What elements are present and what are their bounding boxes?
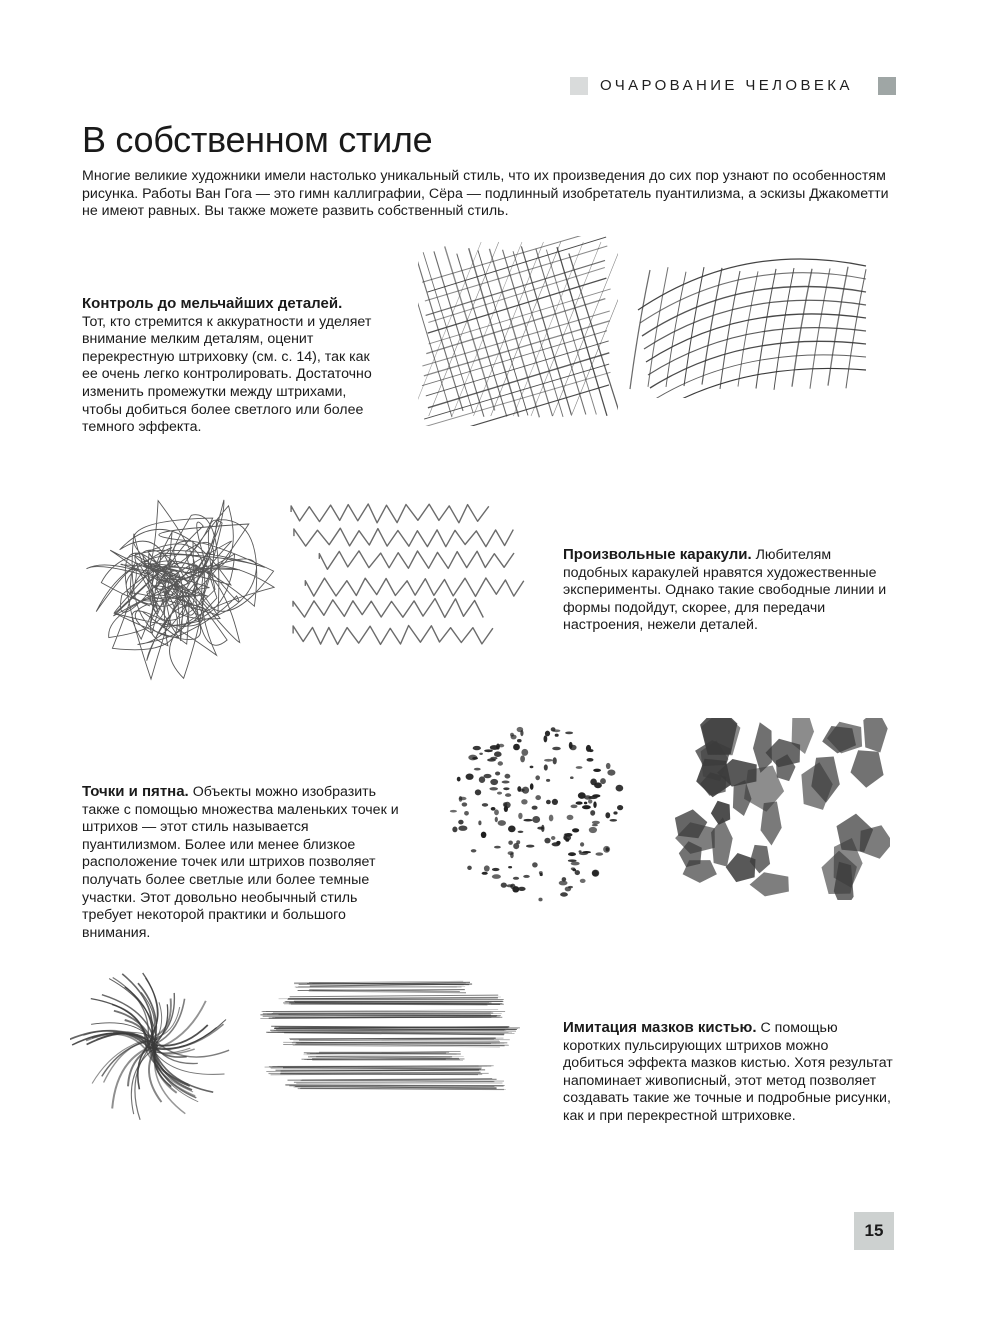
page-number: 15 xyxy=(864,1221,884,1240)
section-body: Любителям подобных каракулей нравятся художественные эксперименты. Однако такие свободные линии и формы подойдут, скорее, для передачи настроения, нежели деталей. xyxy=(563,547,887,634)
pointillism-patches-illustration xyxy=(675,718,890,900)
section-heading: Контроль до мельчайших деталей. xyxy=(82,295,343,312)
pointillism-dots-illustration xyxy=(446,712,628,910)
brush-burst-illustration xyxy=(70,962,242,1132)
section-heading: Произвольные каракули. xyxy=(563,546,752,563)
brush-bands-illustration xyxy=(252,972,537,1097)
crosshatch-square-illustration xyxy=(418,236,618,426)
header-square-light xyxy=(570,77,588,95)
page-number-box xyxy=(854,1212,894,1250)
section-body: С помощью коротких пульсирующих штрихов можно добиться эффекта мазков кистью. Хотя результат напоминает живописный, этот метод позволяет создавать такие же точные и подробные рисунки, как и при перекрестной штриховке. xyxy=(563,1020,893,1124)
scribble-ball-illustration xyxy=(78,483,278,688)
section-heading: Имитация мазков кистью. xyxy=(563,1019,757,1036)
section-scribbles-text xyxy=(563,546,893,635)
section-header xyxy=(570,75,898,97)
section-body: Объекты можно изобразить также с помощью множества маленьких точек и штрихов — этот стиль называется пуантилизмом. Более или менее близкое расположение точек или штрихов позволяет получать более светлые или более темные участки. Этот довольно необычный стиль требует некоторой практики и большого внимания. xyxy=(82,784,399,941)
header-square-dark xyxy=(878,77,896,95)
section-body: Тот, кто стремится к аккуратности и уделяет внимание мелким деталям, оценит перекрестную штриховку (см. с. 14), так как ее очень легко контролировать. Достаточно изменить промежутки между штрихами, чтобы добиться более светлого или более темного эффекта. xyxy=(82,313,372,436)
section-dots-text xyxy=(82,783,400,942)
section-heading: Точки и пятна. xyxy=(82,783,189,800)
section-crosshatch-text xyxy=(82,295,382,437)
zigzag-scribbles-illustration xyxy=(285,490,530,650)
crosshatch-curved-illustration xyxy=(622,258,872,398)
page-title: В собственном стиле xyxy=(82,119,433,160)
section-brush-text xyxy=(563,1019,893,1126)
section-label: ОЧАРОВАНИЕ ЧЕЛОВЕКА xyxy=(600,77,853,94)
intro-paragraph: Многие великие художники имели настолько уникальный стиль, что их произведения до сих пор узнают по особенностям рисунка. Работы Ван Гога — это гимн каллиграфии, Сёра — подлинный изобретатель пуантилизма, а эскизы Джакометти не имеют равных. Вы также можете развить собственный стиль. xyxy=(82,168,889,220)
